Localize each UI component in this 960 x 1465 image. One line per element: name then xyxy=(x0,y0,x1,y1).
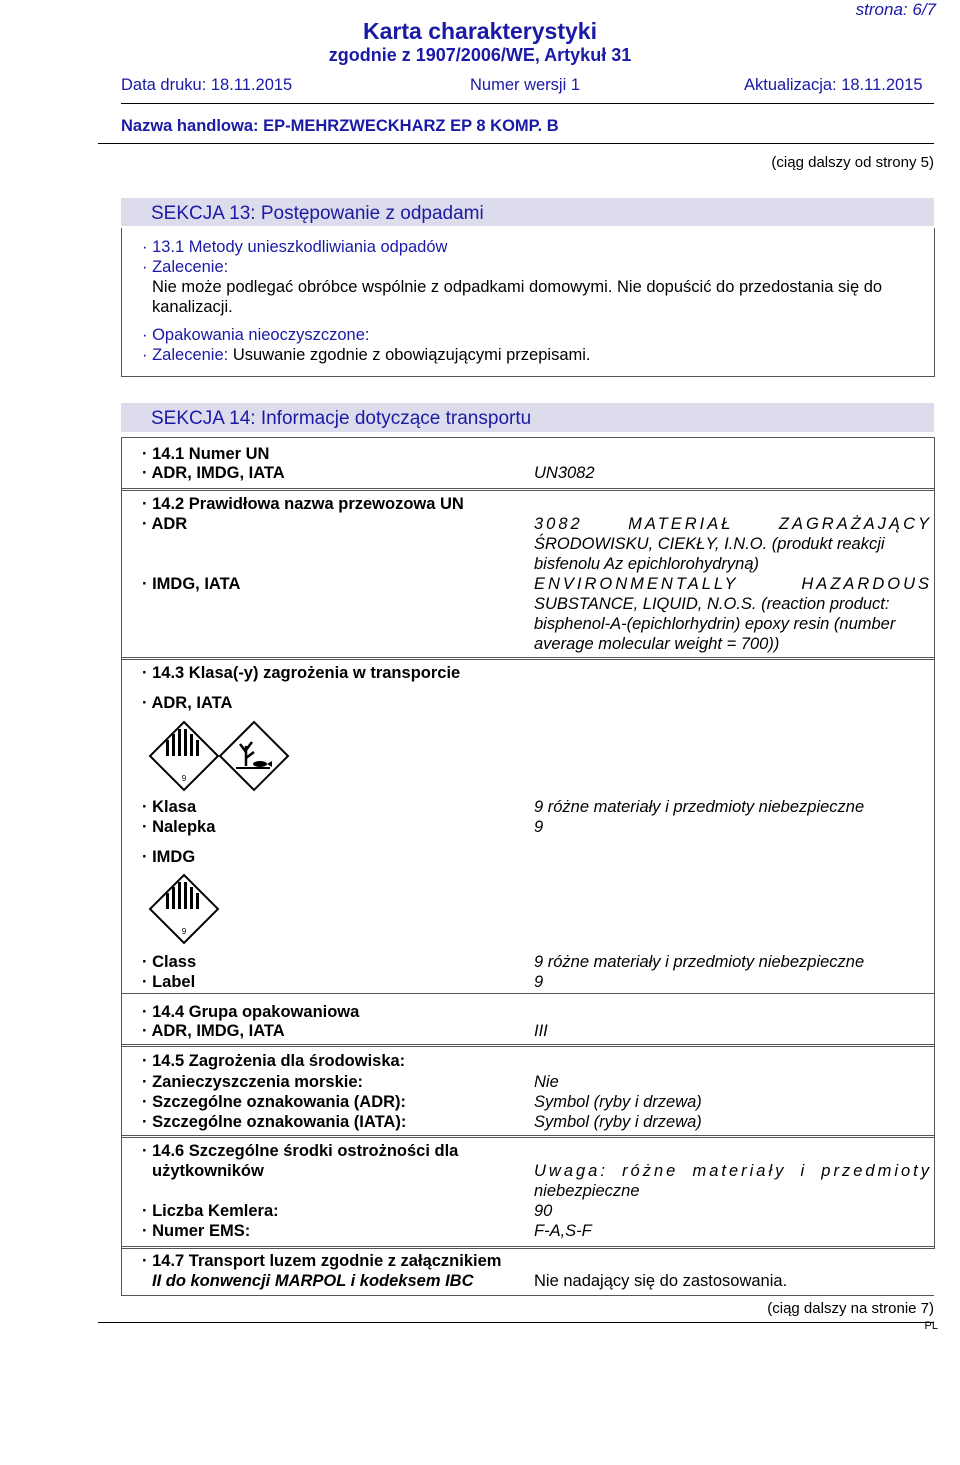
hazard-class-heading: · 14.3 Klasa(-y) zagrożenia w transporcie xyxy=(142,664,461,682)
precautions-value-1: Uwaga: różne materiały i przedmioty xyxy=(534,1162,932,1180)
shipping-name-heading: · 14.2 Prawidłowa nazwa przewozowa UN xyxy=(142,495,464,513)
continued-from: (ciąg dalszy od strony 5) xyxy=(771,154,934,171)
language-code: PL xyxy=(924,1320,938,1332)
class-9-hazard-icon xyxy=(148,720,220,792)
imdg-label: · IMDG xyxy=(142,848,196,866)
document-subtitle: zgodnie z 1907/2006/WE, Artykuł 31 xyxy=(328,45,632,65)
imdg-shipping-name-2: SUBSTANCE, LIQUID, N.O.S. (reaction product: xyxy=(534,595,890,613)
special-marking-adr-value: Symbol (ryby i drzewa) xyxy=(534,1093,702,1111)
imdg-shipping-name-3: bisphenol-A-(epichlorhydrin) epoxy resin (number xyxy=(534,615,896,633)
class-9-number-imdg: 9 xyxy=(181,927,187,936)
trade-name-divider xyxy=(98,143,934,144)
class-9-hazard-icon-imdg xyxy=(148,873,220,945)
print-date: Data druku: 18.11.2015 xyxy=(121,76,293,94)
marine-pollutant-value: Nie xyxy=(534,1073,559,1091)
packing-modes: · ADR, IMDG, IATA xyxy=(142,1022,285,1040)
adr-label: · ADR xyxy=(142,515,188,533)
kemler-value: 90 xyxy=(534,1202,553,1220)
nalepka-label: · Nalepka xyxy=(142,818,216,836)
adr-iata-label: · ADR, IATA xyxy=(142,694,233,712)
waste-methods-heading: · 13.1 Metody unieszkodliwiania odpadów xyxy=(142,238,448,256)
version-number: Numer wersji 1 xyxy=(470,76,581,94)
un-modes: · ADR, IMDG, IATA xyxy=(142,464,285,482)
bulk-transport-value: Nie nadający się do zastosowania. xyxy=(534,1272,788,1290)
adr-shipping-name-3: bisfenolu Az epichlorohydryną) xyxy=(534,555,760,573)
bulk-transport-heading-2: II do konwencji MARPOL i kodeksem IBC xyxy=(152,1272,474,1290)
label-label: · Label xyxy=(142,973,196,991)
special-marking-iata-label: · Szczególne oznakowania (IATA): xyxy=(142,1113,407,1131)
recommendation-text-2: kanalizacji. xyxy=(152,298,233,316)
packing-group-value: III xyxy=(534,1022,548,1040)
kemler-label: · Liczba Kemlera: xyxy=(142,1202,279,1220)
precautions-heading-2: użytkowników xyxy=(152,1162,264,1180)
marine-pollutant-label: · Zanieczyszczenia morskie: xyxy=(142,1073,364,1091)
recommendation-label: · Zalecenie: xyxy=(142,258,229,276)
precautions-value-2: niebezpieczne xyxy=(534,1182,640,1200)
imdg-iata-label: · IMDG, IATA xyxy=(142,575,241,593)
precautions-heading-1: · 14.6 Szczególne środki ostrożności dla xyxy=(142,1142,459,1160)
trade-name: Nazwa handlowa: EP-MEHRZWECKHARZ EP 8 KOMP. B xyxy=(121,117,559,135)
page-number: strona: 6/7 xyxy=(855,0,936,19)
un-number-value: UN3082 xyxy=(534,464,595,482)
section-13-header xyxy=(121,198,934,226)
ems-label: · Numer EMS: xyxy=(142,1222,251,1240)
footer-divider xyxy=(98,1322,934,1323)
ems-value: F-A,S-F xyxy=(534,1222,592,1240)
packaging-recommendation: · Zalecenie: Usuwanie zgodnie z obowiązującymi przepisami. xyxy=(142,346,591,364)
un-number-heading: · 14.1 Numer UN xyxy=(142,445,270,463)
klasa-value: 9 różne materiały i przedmioty niebezpieczne xyxy=(534,798,865,816)
class-9-number: 9 xyxy=(181,774,187,783)
section-13-title: SEKCJA 13: Postępowanie z odpadami xyxy=(151,203,484,224)
adr-shipping-name-2: ŚRODOWISKU, CIEKŁY, I.N.O. (produkt reakcji xyxy=(534,535,885,553)
update-date: Aktualizacja: 18.11.2015 xyxy=(744,76,923,94)
class-value: 9 różne materiały i przedmioty niebezpieczne xyxy=(534,953,865,971)
class-label: · Class xyxy=(142,953,197,971)
label-value: 9 xyxy=(534,973,544,991)
recommendation-text-1: Nie może podlegać obróbce wspólnie z odpadkami domowymi. Nie dopuścić do przedostania się do xyxy=(152,278,883,296)
klasa-label: · Klasa xyxy=(142,798,197,816)
header-divider xyxy=(121,103,934,104)
environment-heading: · 14.5 Zagrożenia dla środowiska: xyxy=(142,1052,406,1070)
document-title: Karta charakterystyki xyxy=(363,18,597,44)
hazard-class-box xyxy=(121,657,935,994)
imdg-shipping-name-1: ENVIRONMENTALLY HAZARDOUS xyxy=(534,575,932,593)
special-marking-adr-label: · Szczególne oznakowania (ADR): xyxy=(142,1093,407,1111)
bulk-transport-heading-1: · 14.7 Transport luzem zgodnie z załącznikiem xyxy=(142,1252,502,1270)
imdg-shipping-name-4: average molecular weight = 700)) xyxy=(534,635,780,653)
packaging-heading: · Opakowania nieoczyszczone: xyxy=(142,326,370,344)
dead-tree-fish-icon xyxy=(218,720,290,792)
nalepka-value: 9 xyxy=(534,818,544,836)
continued-to: (ciąg dalszy na stronie 7) xyxy=(767,1300,934,1317)
section-14-title: SEKCJA 14: Informacje dotyczące transportu xyxy=(151,408,532,429)
special-marking-iata-value: Symbol (ryby i drzewa) xyxy=(534,1113,702,1131)
packing-group-heading: · 14.4 Grupa opakowaniowa xyxy=(142,1003,360,1021)
section-14-header xyxy=(121,403,934,432)
adr-shipping-name-1: 3082 MATERIAŁ ZAGRAŻAJĄCY xyxy=(534,515,932,533)
